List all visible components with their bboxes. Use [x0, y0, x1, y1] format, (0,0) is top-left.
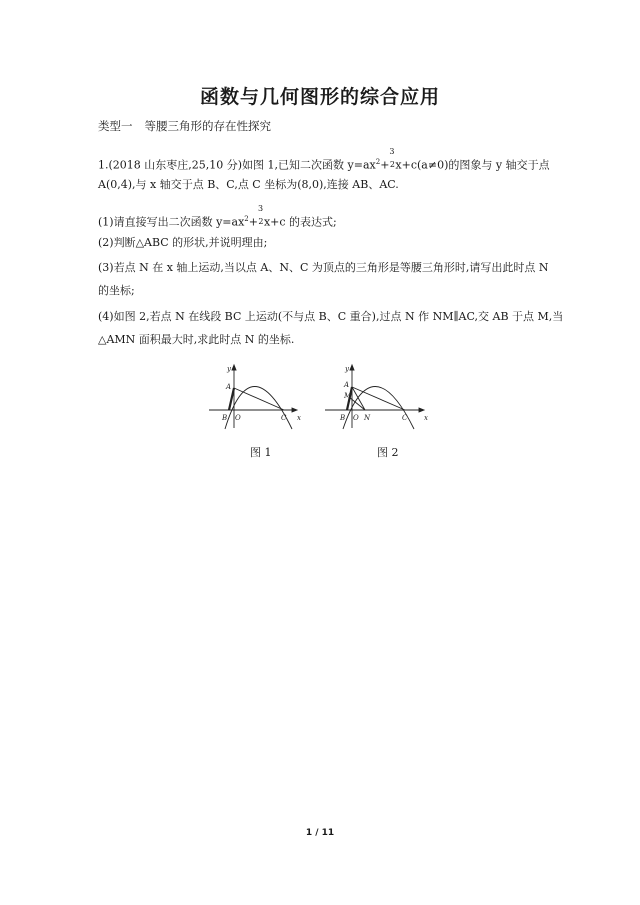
label-n: N	[364, 414, 371, 422]
question-1-text-tail: x+c 的表达式;	[263, 215, 337, 229]
exponent: 2	[244, 215, 249, 223]
label-o: O	[235, 414, 241, 422]
label-b: B	[222, 414, 228, 422]
y-axis-arrow	[232, 365, 236, 370]
label-a: A	[344, 381, 350, 389]
question-1-text: (1)请直接写出二次函数 y=ax	[98, 215, 245, 229]
parabola	[343, 387, 414, 430]
page-number: 1 / 11	[305, 828, 335, 838]
figure-2-caption: 图 2	[377, 446, 399, 459]
y-axis-arrow	[350, 365, 354, 370]
label-b: B	[340, 414, 346, 422]
section-name: 等腰三角形的存在性探究	[144, 119, 271, 133]
label-a: A	[226, 383, 232, 391]
parabola	[225, 387, 292, 430]
x-axis-arrow	[292, 408, 297, 412]
figure-1	[205, 362, 305, 434]
segment-ac	[234, 388, 284, 410]
x-axis-arrow	[419, 408, 424, 412]
label-y: y	[227, 365, 231, 373]
fraction-denominator: 2	[389, 159, 395, 169]
problem-line-2: A(0,4),与 x 轴交于点 B、C,点 C 坐标为(8,0),连接 AB、AC.	[98, 178, 399, 191]
label-c: C	[402, 414, 408, 422]
problem-intro-text: 1.(2018 山东枣庄,25,10 分)如图 1,已知二次函数 y=ax	[98, 158, 376, 172]
fraction-denominator: 2	[258, 216, 264, 226]
problem-line-1	[98, 146, 550, 173]
plus-sign: +	[248, 215, 258, 229]
label-o: O	[353, 414, 359, 422]
page-title: 函数与几何图形的综合应用	[199, 86, 440, 108]
figure-2	[322, 362, 432, 434]
question-3-line-1: (3)若点 N 在 x 轴上运动,当以点 A、N、C 为顶点的三角形是等腰三角形时,请写出此时点 N	[98, 261, 549, 274]
segment-ac	[352, 387, 405, 410]
fraction	[389, 146, 395, 173]
label-m: M	[344, 392, 352, 400]
question-1	[98, 203, 337, 230]
figure-1-caption: 图 1	[250, 446, 272, 459]
problem-intro-text-tail: x+c(a≠0)的图象与 y 轴交于点	[395, 158, 550, 172]
question-4-line-1: (4)如图 2,若点 N 在线段 BC 上运动(不与点 B、C 重合),过点 N 作 NM∥AC,交 AB 于点 M,当	[98, 310, 564, 323]
label-c: C	[281, 414, 287, 422]
label-x: x	[297, 414, 301, 422]
section-type: 类型一	[98, 119, 133, 133]
label-x: x	[424, 414, 428, 422]
fraction	[257, 203, 264, 230]
fraction-numerator: 3	[257, 203, 264, 213]
question-3-line-2: 的坐标;	[98, 284, 135, 297]
question-4-line-2: △AMN 面积最大时,求此时点 N 的坐标.	[98, 333, 295, 346]
exponent: 2	[375, 158, 381, 166]
fraction-numerator: 3	[389, 146, 395, 156]
segment-an	[352, 387, 365, 410]
plus-sign: +	[380, 158, 390, 172]
section-heading	[98, 118, 271, 134]
question-2: (2)判断△ABC 的形状,并说明理由;	[98, 236, 268, 249]
label-y: y	[345, 365, 349, 373]
